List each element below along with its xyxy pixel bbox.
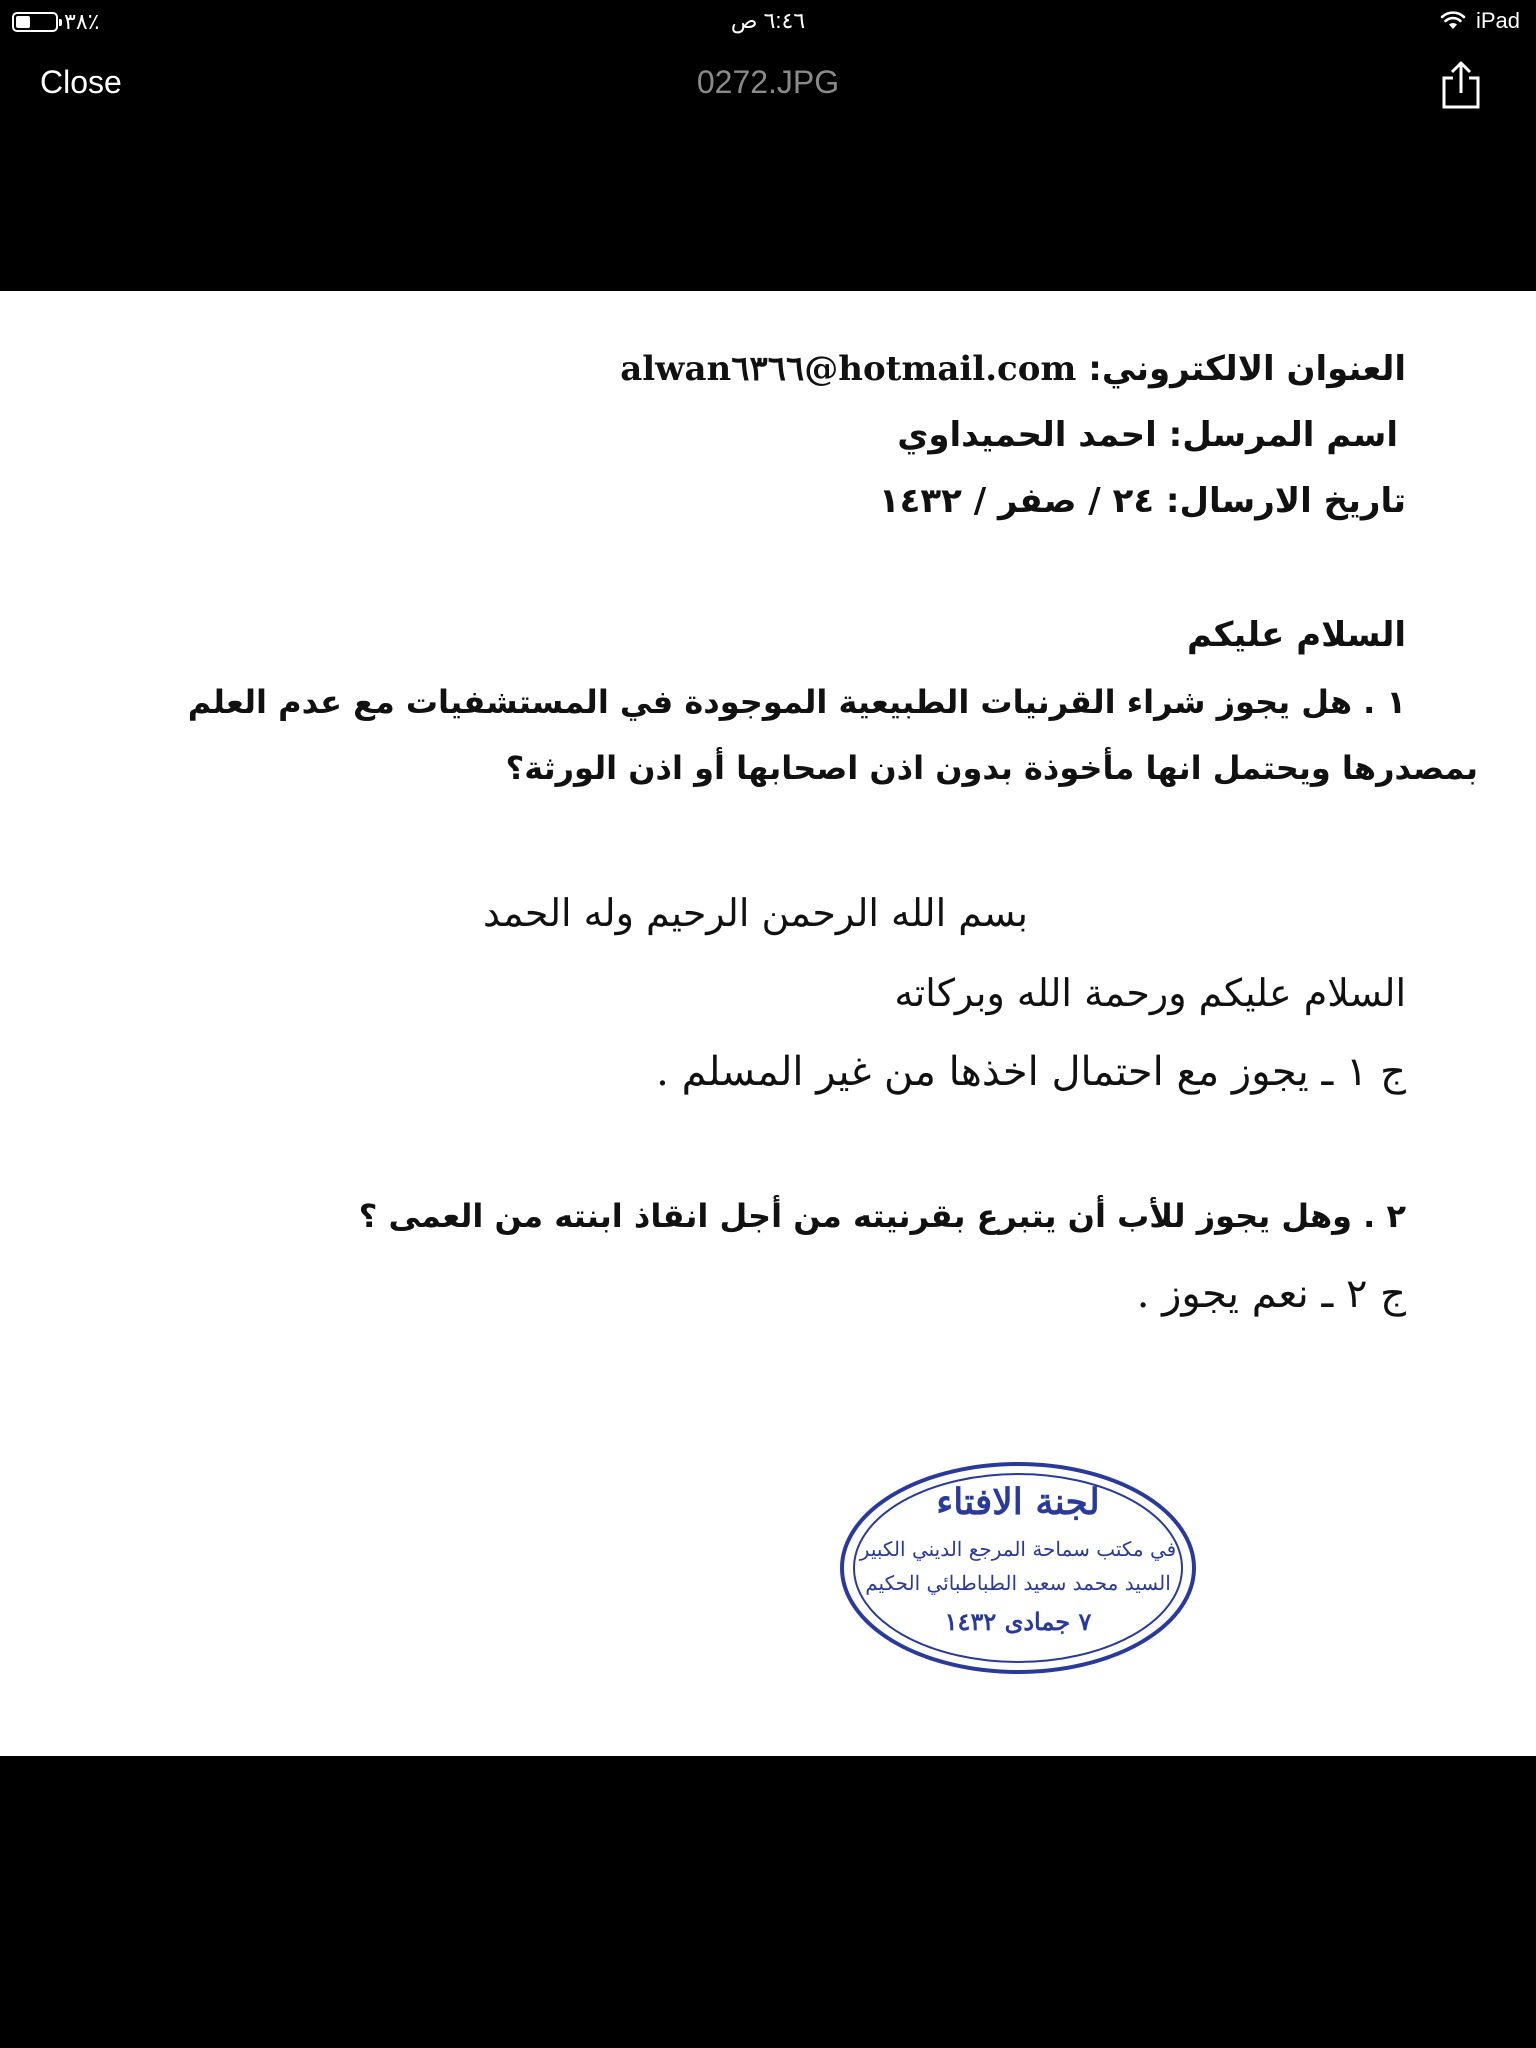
stamp-line-3: السيد محمد سعيد الطباطبائي الحكيم — [865, 1571, 1171, 1595]
nav-bar — [0, 44, 1536, 124]
stamp-line-1: لجنة الافتاء — [936, 1481, 1100, 1523]
answer-greeting: السلام عليكم ورحمة الله وبركاته — [894, 971, 1406, 1015]
question-2: ٢ . وهل يجوز للأب أن يتبرع بقرنيته من أجل انقاذ ابنته من العمى ؟ — [358, 1197, 1406, 1235]
battery-percent: ٣٨٪ — [64, 9, 100, 34]
stamp-line-2: في مكتب سماحة المرجع الديني الكبير — [859, 1537, 1177, 1561]
status-time: ٦:٤٦ ص — [730, 8, 806, 33]
sender-line: اسم المرسل: احمد الحميداوي — [897, 415, 1398, 455]
email-label: العنوان الالكتروني: — [1088, 349, 1406, 389]
device-name: iPad — [1475, 8, 1520, 33]
file-title: 0272.JPG — [696, 64, 840, 100]
document-image — [0, 291, 1536, 1756]
status-right — [1440, 8, 1520, 34]
date-line: تاريخ الارسال: ٢٤ / صفر / ١٤٣٢ — [878, 481, 1406, 521]
share-icon — [1438, 95, 1484, 114]
wifi-icon — [1440, 11, 1466, 31]
greeting: السلام عليكم — [1186, 615, 1406, 655]
email-line — [620, 349, 1406, 389]
official-stamp — [838, 1459, 1198, 1677]
close-button[interactable]: Close — [40, 64, 122, 100]
share-button[interactable] — [1438, 60, 1484, 114]
answer-1: ج ١ ـ يجوز مع احتمال اخذها من غير المسلم . — [656, 1049, 1406, 1095]
answer-2: ج ٢ ـ نعم يجوز . — [1136, 1271, 1406, 1317]
email-value: alwan٦٣٦٦@hotmail.com — [620, 349, 1077, 389]
stamp-line-4: ٧ جمادى ١٤٣٢ — [944, 1607, 1092, 1636]
basmala: بسم الله الرحمن الرحيم وله الحمد — [483, 891, 1028, 935]
status-bar — [0, 0, 1536, 44]
question-1-line-2: بمصدرها ويحتمل انها مأخوذة بدون اذن اصحابها أو اذن الورثة؟ — [505, 749, 1478, 787]
question-1-line-1: ١ . هل يجوز شراء القرنيات الطبيعية الموجودة في المستشفيات مع عدم العلم — [187, 683, 1406, 721]
